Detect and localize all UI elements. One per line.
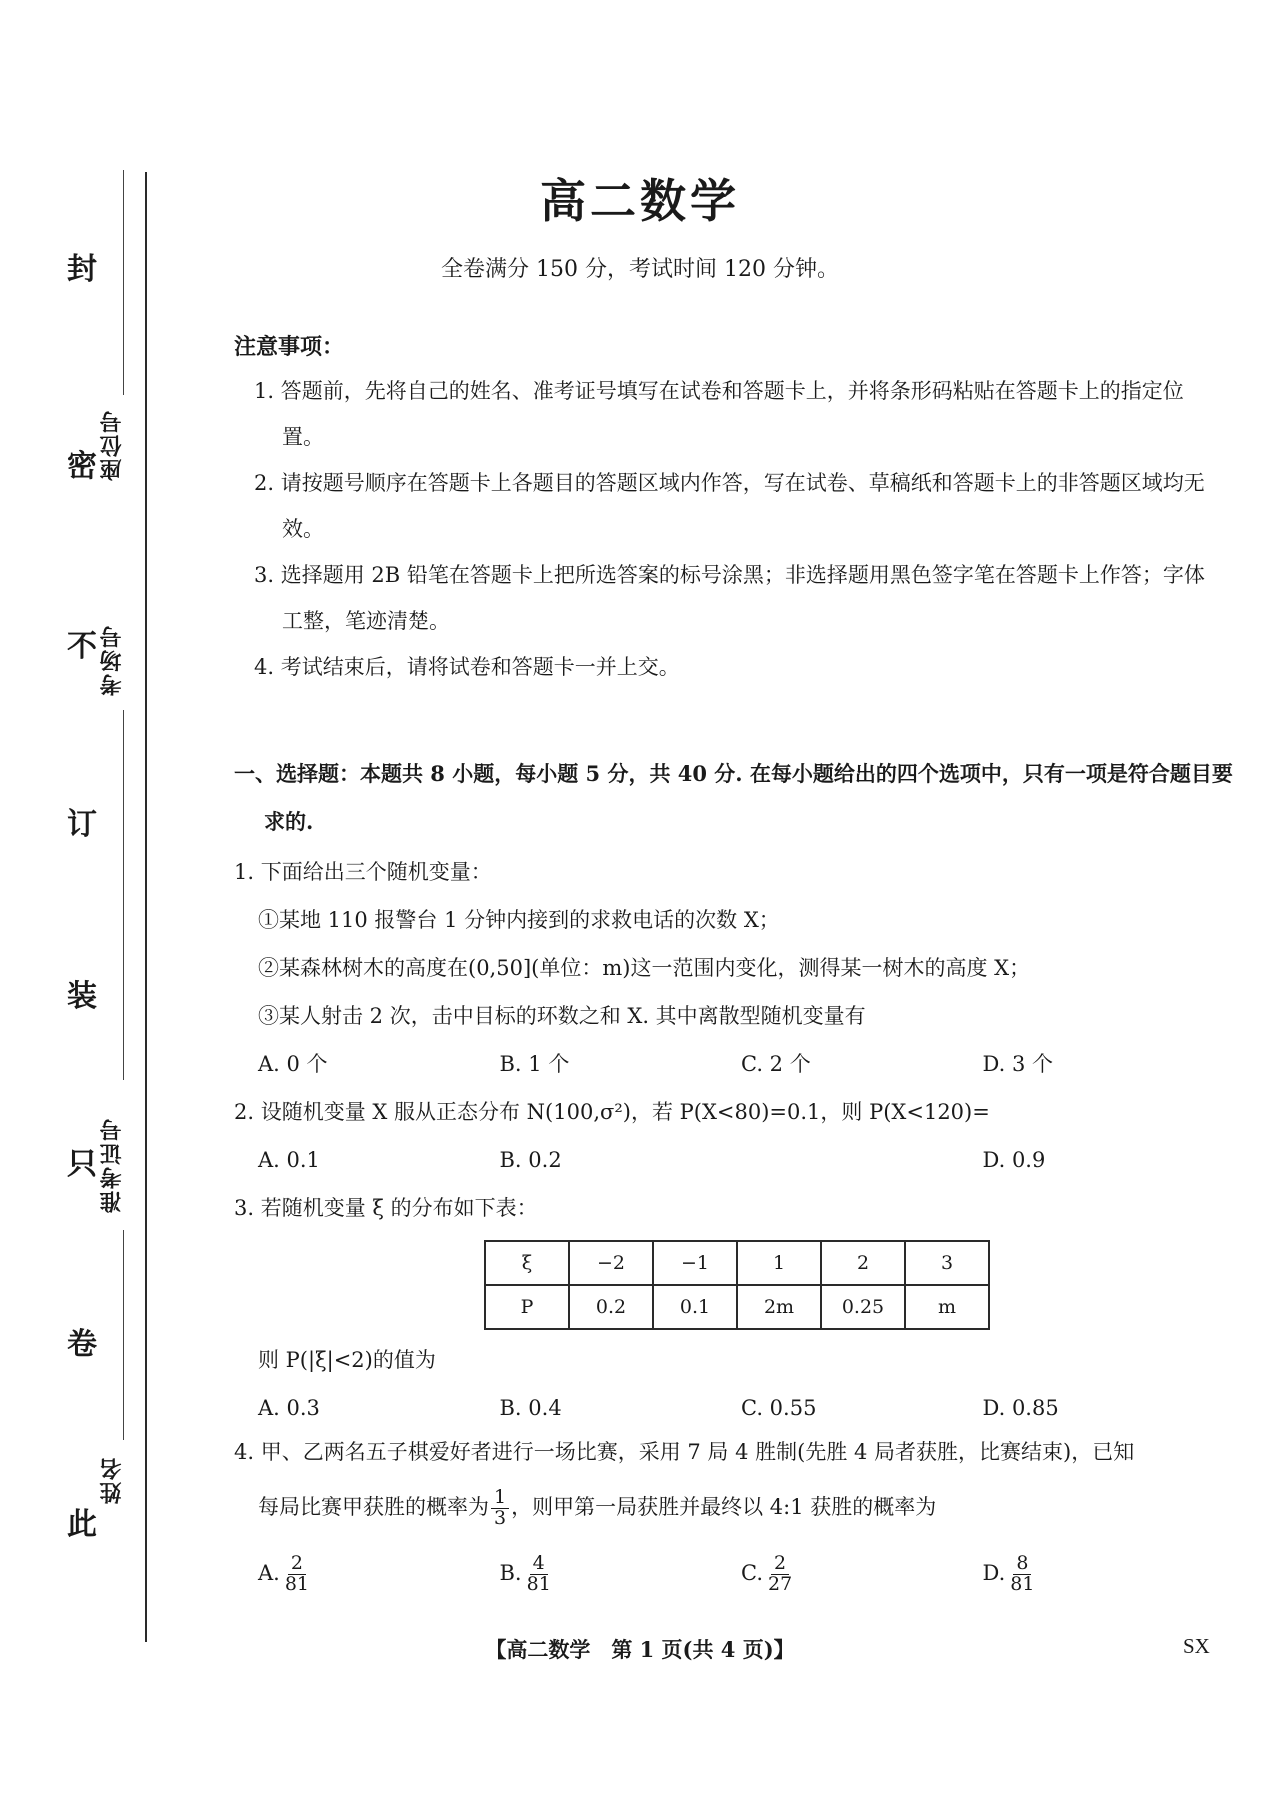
choice-c-blank <box>741 1136 983 1184</box>
question-1-item-3: ③某人射击 2 次，击中目标的环数之和 X. 其中离散型随机变量有 <box>258 1004 866 1028</box>
table-cell: P <box>485 1285 569 1329</box>
exam-room-line <box>123 710 124 1080</box>
fraction-numerator: 2 <box>771 1554 789 1575</box>
seal-char-ding: 订 <box>67 807 97 842</box>
seal-char-juan: 卷 <box>67 1327 97 1362</box>
table-cell: 3 <box>905 1241 989 1285</box>
table-cell: 2m <box>737 1285 821 1329</box>
choice-label: A. <box>258 1561 280 1585</box>
choice-d: D. 3 个 <box>982 1052 1053 1076</box>
fraction-numerator: 8 <box>1013 1554 1031 1575</box>
seal-char-zhi: 只 <box>67 1147 97 1182</box>
choice-label: D. <box>982 1561 1006 1585</box>
question-3 <box>234 1184 1224 1432</box>
choice-d: D. 0.85 <box>982 1396 1059 1420</box>
section-heading: 一、选择题：本题共 8 小题，每小题 5 分，共 40 分. 在每小题给出的四个选项中，只有一项是符合题目要求的. <box>234 761 1233 834</box>
page-footer: 【高二数学 第 1 页(共 4 页)】 <box>485 1637 795 1662</box>
table-cell: 0.2 <box>569 1285 653 1329</box>
exam-room-label: 考场号 <box>99 624 125 696</box>
question-4-line-2-pre: 每局比赛甲获胜的概率为 <box>258 1495 489 1519</box>
choice-b: B. 1 个 <box>499 1052 570 1076</box>
notice-title: 注意事项： <box>234 334 345 360</box>
choice-c <box>741 1542 983 1604</box>
question-4 <box>234 1428 1224 1604</box>
notice-list <box>234 368 1214 690</box>
choice-b <box>500 1542 742 1604</box>
exam-subtitle: 全卷满分 150 分，考试时间 120 分钟。 <box>441 257 839 282</box>
choice-b: B. 0.4 <box>499 1396 562 1420</box>
question-4-line-2-post: ，则甲第一局获胜并最终以 4:1 获胜的概率为 <box>511 1495 937 1519</box>
fraction-denominator: 81 <box>1010 1573 1035 1595</box>
notice-item: 2. 请按题号顺序在答题卡上各题目的答题区域内作答，写在试卷、草稿纸和答题卡上的非答题区域均无效。 <box>254 471 1205 541</box>
choice-fraction <box>282 1554 312 1595</box>
table-cell: 1 <box>737 1241 821 1285</box>
choice-a: A. 0 个 <box>258 1052 328 1076</box>
table-cell: ξ <box>485 1241 569 1285</box>
admission-number-line <box>123 1230 124 1440</box>
question-3-choices <box>234 1384 1224 1432</box>
choice-d <box>983 1542 1225 1604</box>
question-4-line-2 <box>234 1476 1224 1538</box>
question-1-item-2: ②某森林树木的高度在(0,50](单位：m)这一范围内变化，测得某一树木的高度 X； <box>258 956 1031 980</box>
choice-c: C. 2 个 <box>741 1052 811 1076</box>
choice-fraction <box>765 1554 795 1595</box>
seat-number-label: 座位号 <box>99 409 125 481</box>
fraction-denominator: 81 <box>526 1573 551 1595</box>
table-row <box>485 1241 989 1285</box>
question-1-item-1: ①某地 110 报警台 1 分钟内接到的求救电话的次数 X； <box>258 908 780 932</box>
table-cell: 2 <box>821 1241 905 1285</box>
table-row <box>485 1285 989 1329</box>
seal-char-bu: 不 <box>67 629 97 664</box>
table-cell: −2 <box>569 1241 653 1285</box>
question-3-stem: 3. 若随机变量 ξ 的分布如下表： <box>234 1196 538 1220</box>
seal-char-mi: 密 <box>67 449 97 484</box>
question-1-choices <box>234 1040 1224 1088</box>
question-1 <box>234 848 1224 1088</box>
table-cell: 0.25 <box>821 1285 905 1329</box>
binding-line <box>145 172 147 1642</box>
question-2-choices <box>234 1136 1224 1184</box>
seal-char-feng: 封 <box>67 252 97 287</box>
choice-a: A. 0.1 <box>258 1148 320 1172</box>
question-1-stem: 1. 下面给出三个随机变量： <box>234 860 492 884</box>
choice-a: A. 0.3 <box>258 1396 320 1420</box>
choice-d: D. 0.9 <box>982 1148 1046 1172</box>
question-4-choices <box>234 1542 1224 1604</box>
seal-char-ci: 此 <box>67 1507 97 1542</box>
choice-label: C. <box>741 1561 763 1585</box>
seal-char-zhuang: 装 <box>67 979 97 1014</box>
notice-item: 1. 答题前，先将自己的姓名、准考证号填写在试卷和答题卡上，并将条形码粘贴在答题卡上的指定位置。 <box>254 379 1184 449</box>
choice-b: B. 0.2 <box>499 1148 562 1172</box>
win-probability-fraction <box>491 1488 509 1529</box>
question-2 <box>234 1088 1224 1184</box>
fraction-denominator: 3 <box>494 1507 507 1529</box>
fraction-denominator: 27 <box>768 1573 793 1595</box>
name-label: 姓名 <box>99 1456 125 1504</box>
admission-number-label: 准考证号 <box>99 1117 125 1213</box>
choice-c: C. 0.55 <box>741 1396 817 1420</box>
choice-a <box>258 1542 500 1604</box>
fraction-numerator: 1 <box>491 1488 509 1509</box>
fraction-numerator: 2 <box>288 1554 306 1575</box>
question-4-stem: 4. 甲、乙两名五子棋爱好者进行一场比赛，采用 7 局 4 胜制(先胜 4 局者获胜，比赛结束)，已知 <box>234 1440 1135 1464</box>
fraction-denominator: 81 <box>284 1573 310 1595</box>
question-2-stem: 2. 设随机变量 X 服从正态分布 N(100,σ²)，若 P(X<80)=0.1，则 P(X<120)= <box>234 1100 990 1124</box>
table-cell: 0.1 <box>653 1285 737 1329</box>
fraction-numerator: 4 <box>530 1554 548 1575</box>
table-cell: −1 <box>653 1241 737 1285</box>
choice-fraction <box>524 1554 554 1595</box>
notice-item: 3. 选择题用 2B 铅笔在答题卡上把所选答案的标号涂黑；非选择题用黑色签字笔在答题卡上作答；字体工整，笔迹清楚。 <box>254 563 1205 633</box>
exam-title: 高二数学 <box>540 174 740 228</box>
paper-code: SX <box>1183 1634 1210 1658</box>
notice-item: 4. 考试结束后，请将试卷和答题卡一并上交。 <box>254 655 680 679</box>
distribution-table <box>484 1240 990 1330</box>
question-3-ask: 则 P(|ξ|<2)的值为 <box>258 1348 436 1372</box>
choice-label: B. <box>499 1561 522 1585</box>
choice-fraction <box>1007 1554 1037 1595</box>
table-cell: m <box>905 1285 989 1329</box>
